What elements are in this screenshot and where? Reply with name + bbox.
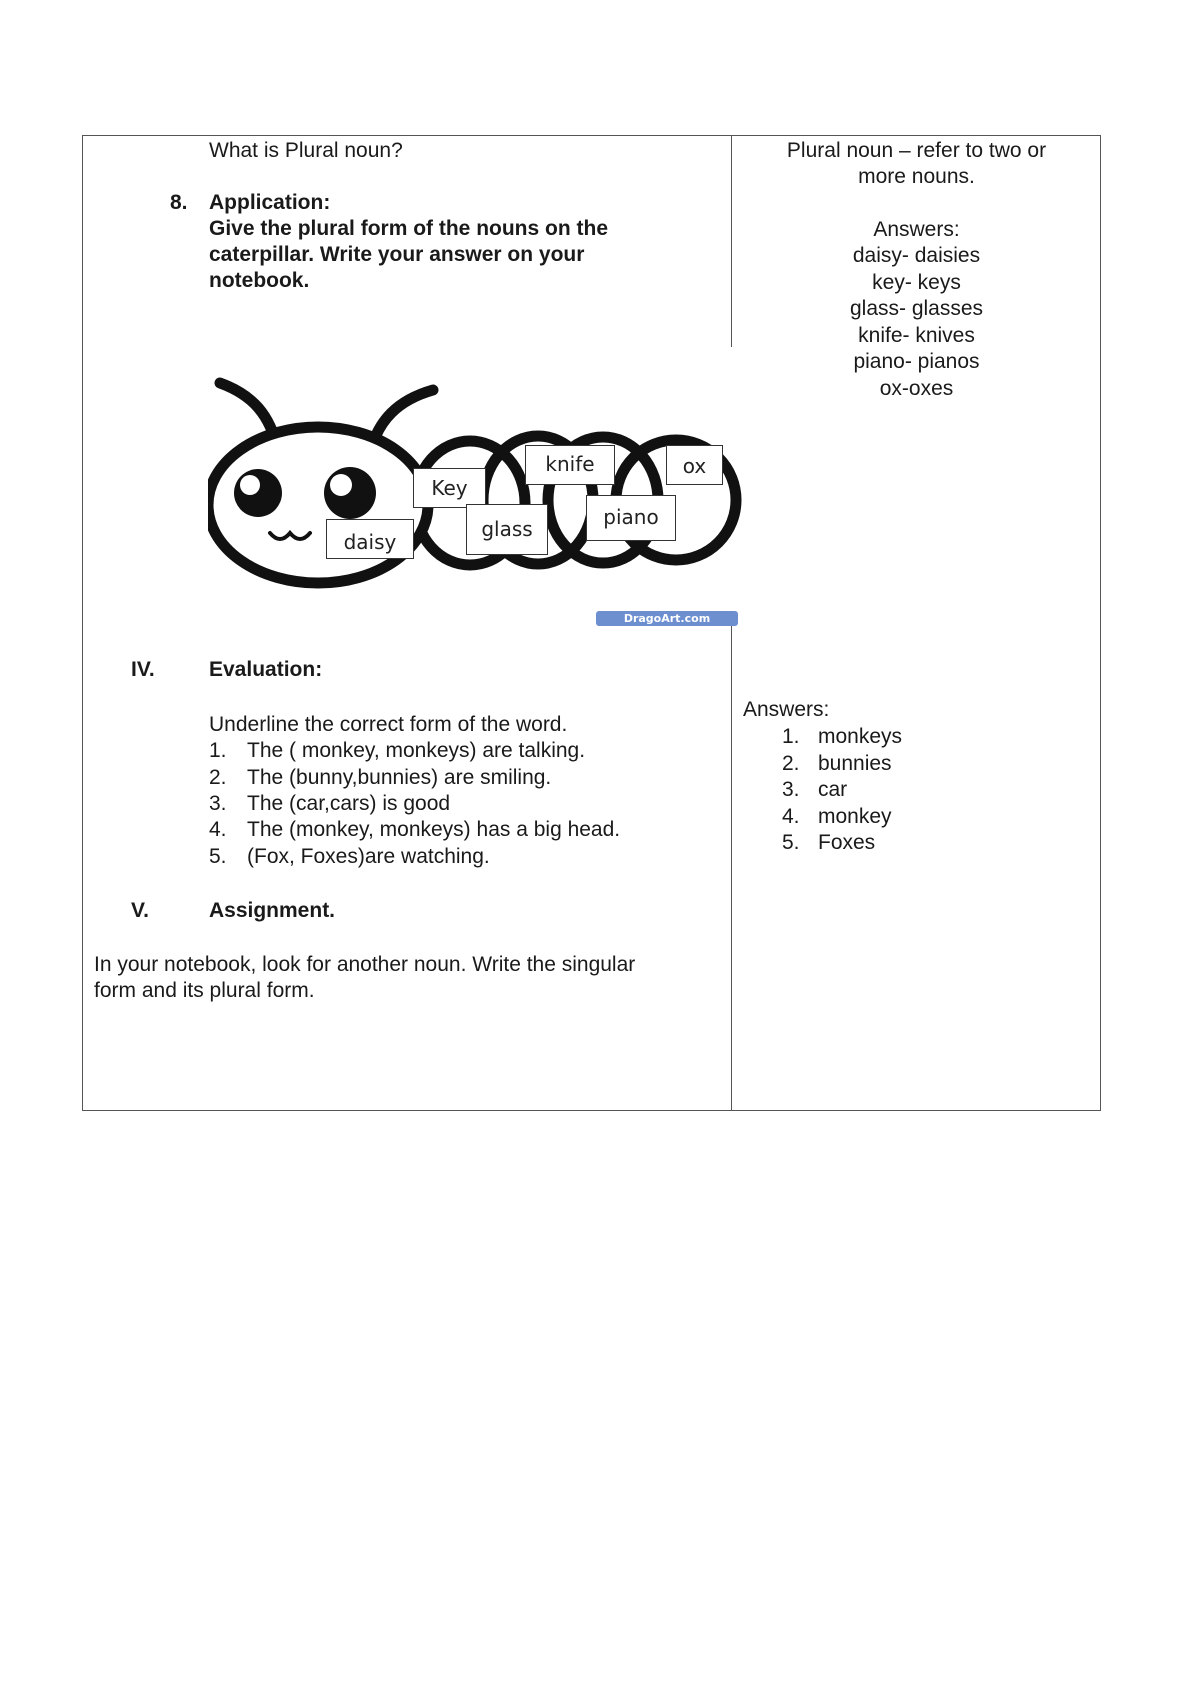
application-line: Give the plural form of the nouns on the [209,217,609,240]
eval-answer-number: 3. [782,778,800,801]
application-heading: Application: [209,191,331,214]
plural-answer: piano- pianos [853,350,980,373]
plural-answer: knife- knives [858,324,975,347]
plural-answer: key- keys [872,271,961,294]
plural-answer: ox-oxes [879,377,954,400]
column-divider [731,623,732,1111]
caterpillar-word-key: Key [413,468,486,508]
caterpillar-illustration [208,375,743,630]
evaluation-numeral: IV. [131,658,155,681]
eval-answers-title: Answers: [743,698,830,721]
application-number: 8. [170,191,188,214]
eval-answer: monkeys [818,725,903,748]
assignment-numeral: V. [131,899,149,922]
plural-answer: glass- glasses [849,297,984,320]
caterpillar-word-ox: ox [666,445,723,485]
answers-title: Answers: [873,218,960,241]
evaluation-item: The ( monkey, monkeys) are talking. [247,739,586,762]
evaluation-heading: Evaluation: [209,658,323,681]
evaluation-item-number: 4. [209,818,227,841]
evaluation-instruction: Underline the correct form of the word. [209,713,568,736]
evaluation-item-number: 5. [209,845,227,868]
eval-answer-number: 2. [782,752,800,775]
evaluation-item-number: 3. [209,792,227,815]
application-line: notebook. [209,269,310,292]
application-line: caterpillar. Write your answer on your [209,243,585,266]
watermark: DragoArt.com [596,611,738,626]
evaluation-item-number: 2. [209,766,227,789]
plural-answer: daisy- daisies [852,244,981,267]
plural-question: What is Plural noun? [209,139,403,162]
definition-line: more nouns. [858,165,975,188]
eval-answer-number: 5. [782,831,800,854]
caterpillar-word-knife: knife [525,445,615,485]
definition-line: Plural noun – refer to two or [786,139,1047,162]
evaluation-item: (Fox, Foxes)are watching. [247,845,490,868]
eval-answer: bunnies [818,752,892,775]
caterpillar-word-piano: piano [586,495,676,541]
caterpillar-word-glass: glass [466,504,548,555]
eval-answer: Foxes [818,831,876,854]
assignment-heading: Assignment. [209,899,336,922]
evaluation-item: The (monkey, monkeys) has a big head. [247,818,621,841]
assignment-line: In your notebook, look for another noun. Write the singular [94,953,636,976]
eval-answer-number: 4. [782,805,800,828]
eval-answer: monkey [818,805,892,828]
evaluation-item: The (car,cars) is good [247,792,451,815]
assignment-line: form and its plural form. [94,979,315,1002]
evaluation-item: The (bunny,bunnies) are smiling. [247,766,552,789]
caterpillar-word-daisy: daisy [326,519,414,559]
evaluation-item-number: 1. [209,739,227,762]
eval-answer: car [818,778,848,801]
eval-answer-number: 1. [782,725,800,748]
